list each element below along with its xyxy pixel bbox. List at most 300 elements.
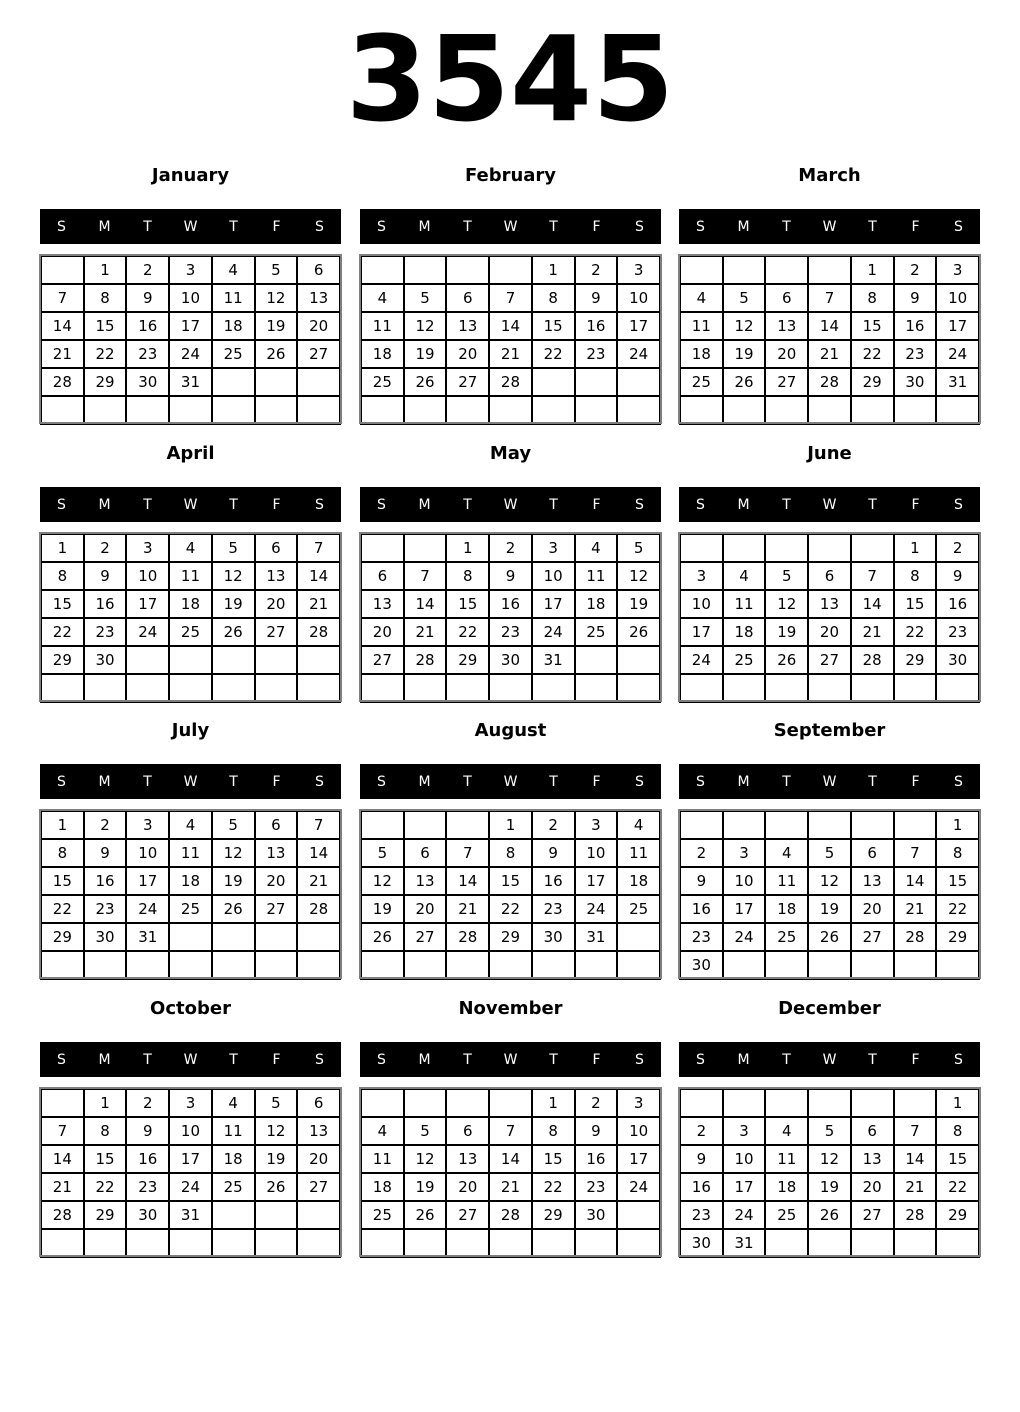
- day-cell: 21: [297, 590, 340, 618]
- day-cell: 15: [894, 590, 937, 618]
- weekday-label: T: [143, 496, 152, 513]
- day-cell: 27: [361, 646, 404, 674]
- day-cell: 9: [936, 562, 979, 590]
- empty-day-cell: [808, 674, 851, 702]
- weekday-label: W: [822, 1051, 837, 1068]
- weekday-label: T: [463, 496, 472, 513]
- weekday-label: S: [57, 1051, 66, 1068]
- day-cell: 7: [894, 839, 937, 867]
- day-cell: 8: [851, 284, 894, 312]
- day-cell: 1: [532, 1089, 575, 1117]
- day-cell: 12: [723, 312, 766, 340]
- weekday-header: [360, 1042, 661, 1077]
- day-cell: 12: [361, 867, 404, 895]
- day-cell: 3: [575, 811, 618, 839]
- month-november: [360, 996, 661, 1260]
- day-cell: 7: [297, 811, 340, 839]
- empty-day-cell: [808, 1089, 851, 1117]
- day-cell: 6: [851, 1117, 894, 1145]
- weekday-label: S: [57, 218, 66, 235]
- month-grid: [360, 533, 661, 701]
- empty-day-cell: [808, 951, 851, 979]
- day-cell: 1: [41, 534, 84, 562]
- day-cell: 19: [212, 867, 255, 895]
- empty-day-cell: [617, 1229, 660, 1257]
- day-cell: 25: [169, 618, 212, 646]
- day-cell: 14: [404, 590, 447, 618]
- day-cell: 14: [489, 312, 532, 340]
- month-title: October: [150, 998, 231, 1019]
- weekday-label: F: [272, 496, 281, 513]
- weekday-label: S: [635, 496, 644, 513]
- empty-day-cell: [446, 674, 489, 702]
- day-cell: 23: [126, 340, 169, 368]
- day-cell: 16: [126, 312, 169, 340]
- day-cell: 9: [126, 1117, 169, 1145]
- weekday-label: S: [377, 496, 386, 513]
- day-cell: 25: [361, 1201, 404, 1229]
- day-cell: 24: [532, 618, 575, 646]
- day-cell: 8: [84, 284, 127, 312]
- weekday-label: S: [315, 496, 324, 513]
- day-cell: 1: [489, 811, 532, 839]
- empty-day-cell: [532, 1229, 575, 1257]
- weekday-label: S: [377, 218, 386, 235]
- empty-day-cell: [851, 396, 894, 424]
- empty-day-cell: [361, 674, 404, 702]
- day-cell: 3: [723, 1117, 766, 1145]
- week-row: [41, 534, 340, 562]
- week-row: [680, 1117, 979, 1145]
- day-cell: 20: [808, 618, 851, 646]
- day-cell: 18: [212, 1145, 255, 1173]
- month-grid: [360, 810, 661, 978]
- day-cell: 4: [765, 1117, 808, 1145]
- weekday-header: [40, 209, 341, 244]
- month-april: [40, 441, 341, 705]
- month-october: [40, 996, 341, 1260]
- year-title: 3545: [345, 10, 675, 148]
- weekday-label: W: [183, 496, 198, 513]
- weekday-label: S: [954, 218, 963, 235]
- day-cell: 21: [489, 340, 532, 368]
- day-cell: 26: [808, 923, 851, 951]
- empty-day-cell: [936, 951, 979, 979]
- weekday-label: F: [272, 218, 281, 235]
- day-cell: 8: [936, 1117, 979, 1145]
- weekday-header: [360, 764, 661, 799]
- day-cell: 25: [169, 895, 212, 923]
- day-cell: 23: [489, 618, 532, 646]
- day-cell: 2: [84, 811, 127, 839]
- empty-day-cell: [41, 396, 84, 424]
- empty-day-cell: [126, 396, 169, 424]
- empty-day-cell: [765, 951, 808, 979]
- month-title: April: [166, 443, 215, 464]
- day-cell: 30: [126, 368, 169, 396]
- day-cell: 25: [680, 368, 723, 396]
- day-cell: 23: [575, 340, 618, 368]
- empty-day-cell: [851, 674, 894, 702]
- day-cell: 19: [361, 895, 404, 923]
- empty-day-cell: [446, 256, 489, 284]
- empty-day-cell: [84, 951, 127, 979]
- day-cell: 7: [894, 1117, 937, 1145]
- day-cell: 14: [808, 312, 851, 340]
- day-cell: 4: [575, 534, 618, 562]
- day-cell: 13: [765, 312, 808, 340]
- week-row: [680, 368, 979, 396]
- empty-day-cell: [680, 534, 723, 562]
- week-row: [680, 396, 979, 424]
- day-cell: 27: [255, 618, 298, 646]
- day-cell: 28: [446, 923, 489, 951]
- day-cell: 24: [680, 646, 723, 674]
- day-cell: 14: [41, 312, 84, 340]
- week-row: [41, 674, 340, 702]
- day-cell: 14: [851, 590, 894, 618]
- day-cell: 28: [41, 1201, 84, 1229]
- day-cell: 7: [489, 284, 532, 312]
- empty-day-cell: [617, 923, 660, 951]
- day-cell: 2: [532, 811, 575, 839]
- day-cell: 14: [41, 1145, 84, 1173]
- month-grid: [40, 1088, 341, 1256]
- weekday-header: [360, 487, 661, 522]
- day-cell: 1: [84, 1089, 127, 1117]
- day-cell: 16: [894, 312, 937, 340]
- week-row: [680, 1145, 979, 1173]
- day-cell: 6: [446, 284, 489, 312]
- week-row: [680, 534, 979, 562]
- empty-day-cell: [723, 256, 766, 284]
- week-row: [361, 1201, 660, 1229]
- week-row: [41, 284, 340, 312]
- day-cell: 8: [532, 1117, 575, 1145]
- day-cell: 1: [532, 256, 575, 284]
- day-cell: 12: [255, 1117, 298, 1145]
- weekday-label: W: [822, 496, 837, 513]
- empty-day-cell: [361, 951, 404, 979]
- empty-day-cell: [489, 1229, 532, 1257]
- day-cell: 3: [532, 534, 575, 562]
- day-cell: 7: [489, 1117, 532, 1145]
- day-cell: 19: [255, 312, 298, 340]
- day-cell: 3: [723, 839, 766, 867]
- week-row: [680, 1089, 979, 1117]
- week-row: [41, 811, 340, 839]
- week-row: [680, 811, 979, 839]
- empty-day-cell: [446, 396, 489, 424]
- empty-day-cell: [41, 1229, 84, 1257]
- weekday-label: S: [315, 218, 324, 235]
- week-row: [680, 867, 979, 895]
- day-cell: 11: [617, 839, 660, 867]
- empty-day-cell: [297, 1229, 340, 1257]
- empty-day-cell: [723, 674, 766, 702]
- empty-day-cell: [575, 646, 618, 674]
- empty-day-cell: [532, 368, 575, 396]
- day-cell: 11: [765, 1145, 808, 1173]
- empty-day-cell: [404, 1229, 447, 1257]
- empty-day-cell: [41, 951, 84, 979]
- week-row: [41, 867, 340, 895]
- day-cell: 28: [808, 368, 851, 396]
- weekday-label: T: [868, 1051, 877, 1068]
- empty-day-cell: [212, 674, 255, 702]
- day-cell: 15: [851, 312, 894, 340]
- empty-day-cell: [212, 396, 255, 424]
- day-cell: 17: [575, 867, 618, 895]
- day-cell: 22: [894, 618, 937, 646]
- empty-day-cell: [765, 674, 808, 702]
- weekday-label: F: [592, 773, 601, 790]
- day-cell: 17: [169, 1145, 212, 1173]
- day-cell: 16: [680, 1173, 723, 1201]
- weekday-label: F: [592, 496, 601, 513]
- month-grid: [360, 255, 661, 423]
- day-cell: 22: [851, 340, 894, 368]
- empty-day-cell: [808, 256, 851, 284]
- day-cell: 2: [126, 256, 169, 284]
- empty-day-cell: [617, 646, 660, 674]
- day-cell: 18: [765, 1173, 808, 1201]
- day-cell: 11: [169, 839, 212, 867]
- empty-day-cell: [404, 396, 447, 424]
- day-cell: 17: [169, 312, 212, 340]
- day-cell: 22: [936, 1173, 979, 1201]
- day-cell: 8: [936, 839, 979, 867]
- day-cell: 28: [297, 618, 340, 646]
- day-cell: 30: [680, 951, 723, 979]
- day-cell: 26: [212, 895, 255, 923]
- week-row: [680, 1201, 979, 1229]
- day-cell: 25: [361, 368, 404, 396]
- day-cell: 20: [446, 1173, 489, 1201]
- day-cell: 2: [894, 256, 937, 284]
- empty-day-cell: [936, 1229, 979, 1257]
- weekday-label: M: [98, 496, 111, 513]
- day-cell: 18: [723, 618, 766, 646]
- empty-day-cell: [169, 1229, 212, 1257]
- day-cell: 26: [723, 368, 766, 396]
- empty-day-cell: [84, 674, 127, 702]
- day-cell: 16: [489, 590, 532, 618]
- empty-day-cell: [255, 1229, 298, 1257]
- month-july: [40, 718, 341, 982]
- empty-day-cell: [361, 1089, 404, 1117]
- day-cell: 20: [255, 590, 298, 618]
- day-cell: 9: [680, 867, 723, 895]
- day-cell: 1: [446, 534, 489, 562]
- day-cell: 30: [680, 1229, 723, 1257]
- weekday-header: [40, 1042, 341, 1077]
- day-cell: 4: [361, 284, 404, 312]
- empty-day-cell: [361, 396, 404, 424]
- empty-day-cell: [765, 256, 808, 284]
- day-cell: 24: [126, 895, 169, 923]
- weekday-label: S: [635, 773, 644, 790]
- day-cell: 24: [723, 923, 766, 951]
- day-cell: 3: [936, 256, 979, 284]
- day-cell: 11: [361, 1145, 404, 1173]
- week-row: [41, 1117, 340, 1145]
- day-cell: 5: [765, 562, 808, 590]
- day-cell: 21: [489, 1173, 532, 1201]
- empty-day-cell: [723, 534, 766, 562]
- month-grid: [679, 533, 980, 701]
- day-cell: 18: [169, 867, 212, 895]
- week-row: [680, 1173, 979, 1201]
- empty-day-cell: [84, 396, 127, 424]
- day-cell: 29: [84, 368, 127, 396]
- day-cell: 22: [84, 340, 127, 368]
- day-cell: 10: [936, 284, 979, 312]
- week-row: [41, 618, 340, 646]
- week-row: [361, 895, 660, 923]
- day-cell: 13: [851, 867, 894, 895]
- weekday-label: T: [229, 773, 238, 790]
- month-february: [360, 163, 661, 427]
- empty-day-cell: [489, 256, 532, 284]
- day-cell: 22: [936, 895, 979, 923]
- day-cell: 18: [680, 340, 723, 368]
- day-cell: 16: [680, 895, 723, 923]
- day-cell: 16: [84, 867, 127, 895]
- day-cell: 11: [575, 562, 618, 590]
- empty-day-cell: [41, 256, 84, 284]
- day-cell: 14: [894, 867, 937, 895]
- day-cell: 15: [936, 867, 979, 895]
- day-cell: 28: [404, 646, 447, 674]
- empty-day-cell: [723, 396, 766, 424]
- weekday-label: F: [911, 218, 920, 235]
- month-title: February: [464, 165, 557, 186]
- day-cell: 14: [489, 1145, 532, 1173]
- day-cell: 15: [489, 867, 532, 895]
- day-cell: 22: [84, 1173, 127, 1201]
- day-cell: 10: [723, 1145, 766, 1173]
- day-cell: 28: [489, 1201, 532, 1229]
- weekday-header: [40, 487, 341, 522]
- day-cell: 17: [617, 312, 660, 340]
- day-cell: 23: [680, 1201, 723, 1229]
- month-grid: [679, 810, 980, 978]
- day-cell: 19: [404, 1173, 447, 1201]
- month-title: March: [798, 165, 861, 186]
- day-cell: 4: [169, 811, 212, 839]
- day-cell: 17: [936, 312, 979, 340]
- day-cell: 22: [532, 1173, 575, 1201]
- day-cell: 20: [851, 895, 894, 923]
- day-cell: 5: [361, 839, 404, 867]
- empty-day-cell: [297, 674, 340, 702]
- day-cell: 2: [680, 1117, 723, 1145]
- day-cell: 13: [297, 1117, 340, 1145]
- day-cell: 25: [575, 618, 618, 646]
- day-cell: 4: [723, 562, 766, 590]
- week-row: [361, 1117, 660, 1145]
- day-cell: 10: [575, 839, 618, 867]
- day-cell: 25: [723, 646, 766, 674]
- day-cell: 25: [765, 923, 808, 951]
- day-cell: 10: [169, 1117, 212, 1145]
- day-cell: 18: [361, 1173, 404, 1201]
- day-cell: 3: [617, 1089, 660, 1117]
- empty-day-cell: [532, 951, 575, 979]
- day-cell: 24: [169, 1173, 212, 1201]
- weekday-label: T: [549, 218, 558, 235]
- day-cell: 30: [532, 923, 575, 951]
- day-cell: 28: [489, 368, 532, 396]
- weekday-label: S: [315, 773, 324, 790]
- empty-day-cell: [255, 1201, 298, 1229]
- day-cell: 11: [723, 590, 766, 618]
- weekday-label: T: [143, 773, 152, 790]
- day-cell: 5: [255, 256, 298, 284]
- day-cell: 13: [851, 1145, 894, 1173]
- week-row: [361, 312, 660, 340]
- day-cell: 6: [446, 1117, 489, 1145]
- day-cell: 7: [851, 562, 894, 590]
- day-cell: 30: [575, 1201, 618, 1229]
- day-cell: 5: [404, 1117, 447, 1145]
- week-row: [41, 1089, 340, 1117]
- day-cell: 16: [532, 867, 575, 895]
- week-row: [680, 590, 979, 618]
- weekday-label: F: [592, 218, 601, 235]
- day-cell: 26: [255, 340, 298, 368]
- weekday-label: W: [503, 773, 518, 790]
- week-row: [680, 646, 979, 674]
- empty-day-cell: [680, 256, 723, 284]
- day-cell: 13: [255, 562, 298, 590]
- day-cell: 29: [851, 368, 894, 396]
- week-row: [680, 923, 979, 951]
- week-row: [680, 256, 979, 284]
- day-cell: 17: [680, 618, 723, 646]
- empty-day-cell: [297, 646, 340, 674]
- empty-day-cell: [169, 923, 212, 951]
- empty-day-cell: [851, 951, 894, 979]
- day-cell: 11: [361, 312, 404, 340]
- empty-day-cell: [212, 1229, 255, 1257]
- day-cell: 6: [851, 839, 894, 867]
- empty-day-cell: [255, 646, 298, 674]
- day-cell: 27: [446, 1201, 489, 1229]
- empty-day-cell: [765, 396, 808, 424]
- day-cell: 18: [575, 590, 618, 618]
- day-cell: 12: [212, 562, 255, 590]
- day-cell: 5: [212, 811, 255, 839]
- day-cell: 4: [361, 1117, 404, 1145]
- weekday-label: W: [503, 218, 518, 235]
- week-row: [41, 340, 340, 368]
- day-cell: 9: [84, 562, 127, 590]
- day-cell: 13: [446, 1145, 489, 1173]
- weekday-label: T: [782, 1051, 791, 1068]
- day-cell: 30: [894, 368, 937, 396]
- day-cell: 18: [361, 340, 404, 368]
- day-cell: 21: [446, 895, 489, 923]
- empty-day-cell: [212, 951, 255, 979]
- day-cell: 8: [532, 284, 575, 312]
- day-cell: 6: [404, 839, 447, 867]
- day-cell: 17: [126, 867, 169, 895]
- weekday-label: T: [229, 218, 238, 235]
- day-cell: 21: [851, 618, 894, 646]
- empty-day-cell: [617, 1201, 660, 1229]
